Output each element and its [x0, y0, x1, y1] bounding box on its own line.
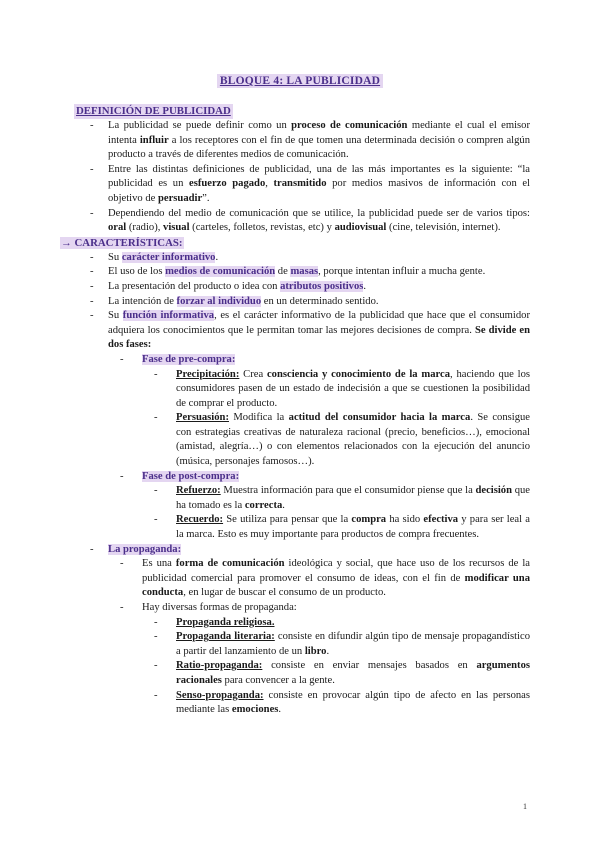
list-item: - Su función informativa, es el carácter informativo de la publicidad que hace que el consumidor adquiera los conocimientos que le permitan tomar las mejores decisiones de compra. Se divide en dos fases: [90, 310, 531, 351]
page-number: 1 [523, 802, 527, 811]
list-item: - La publicidad se puede definir como un proceso de comunicación mediante el cual el emisor intenta influir a los receptores con el fin de que tomen una determinada decisión o compren algún producto a través de diferentes medios de comunicación. [90, 120, 531, 161]
propaganda-items [108, 557, 530, 615]
list-item: - El uso de los medios de comunicación de masas, porque intentan influir a mucha gente. [90, 266, 486, 278]
list-item: - La intención de forzar al individuo en un determinado sentido. [90, 295, 379, 307]
fase-pre-compra: - Fase de pre-compra: [120, 353, 236, 365]
propaganda-list [74, 543, 530, 558]
document-body [61, 104, 531, 718]
list-item: - Propaganda literaria: consiste en difundir algún tipo de mensaje propagandístico a partir del lanzamiento de un libro. [154, 631, 530, 657]
section-heading-definicion: DEFINICIÓN DE PUBLICIDAD [76, 105, 231, 117]
caracteristicas-list [74, 251, 530, 353]
list-item: - Precipitación: Crea consciencia y conocimiento de la marca, haciendo que los consumidores pasen de un estado de indecisión a que se cuestionen la posibilidad de comprar el producto. [154, 368, 530, 409]
list-item: - Ratio-propaganda: consiste en enviar mensajes basados en argumentos racionales para convencer a la gente. [154, 660, 530, 686]
fase-pre-compra-list [142, 368, 530, 470]
fase-post-compra: - Fase de post-compra: [120, 470, 240, 482]
list-item: - Propaganda religiosa. [154, 616, 275, 628]
fase-post-compra-list [142, 484, 530, 542]
fase-list [108, 470, 530, 485]
document-title: BLOQUE 4: LA PUBLICIDAD [0, 74, 600, 90]
fase-list [108, 353, 530, 368]
list-item: - Senso-propaganda: consiste en provocar algún tipo de afecto en las personas mediante las emociones. [154, 689, 530, 716]
definicion-list [74, 119, 530, 236]
list-item: - Refuerzo: Muestra información para que el consumidor piense que la decisión que ha tomado es la correcta. [154, 485, 530, 511]
section-heading-caracteristicas: → CARACTERÍSTICAS: [61, 236, 183, 249]
list-item: - Hay diversas formas de propaganda: [120, 602, 297, 613]
list-item: - Es una forma de comunicación ideológica y social, que hace uso de los recursos de la publicidad comercial para promover el consumo de ideas, con el fin de modificar una conducta, en lugar de buscar el consumo de un producto. [120, 558, 530, 599]
propaganda-forms [142, 616, 530, 718]
list-item: - Dependiendo del medio de comunicación que se utilice, la publicidad puede ser de varios tipos: oral (radio), visual (carteles, folletos, revistas, etc) y audiovisual (cine, televisión, internet). [90, 207, 530, 234]
list-item: - Recuerdo: Se utiliza para pensar que la compra ha sido efectiva y para ser leal a la marca. Esto es muy importante para productos de compra frecuentes. [154, 514, 530, 541]
list-item: - Su carácter informativo. [90, 251, 219, 263]
list-item: - Persuasión: Modifica la actitud del consumidor hacia la marca. Se consigue con estrategias creativas de naturaleza racional (precio, beneficios…), emocional (amistad, alegría…) o con elementos relacionados con la ejecución del anuncio (música, personajes famosos…). [154, 412, 530, 468]
propaganda-heading: - La propaganda: [90, 543, 182, 555]
list-item: - La presentación del producto o idea con atributos positivos. [90, 280, 367, 292]
list-item: - Entre las distintas definiciones de publicidad, una de las más importantes es la siguiente: “la publicidad es un esfuerzo pagado, transmitido por medios masivos de información con el objetivo de persuadir”. [90, 163, 531, 204]
